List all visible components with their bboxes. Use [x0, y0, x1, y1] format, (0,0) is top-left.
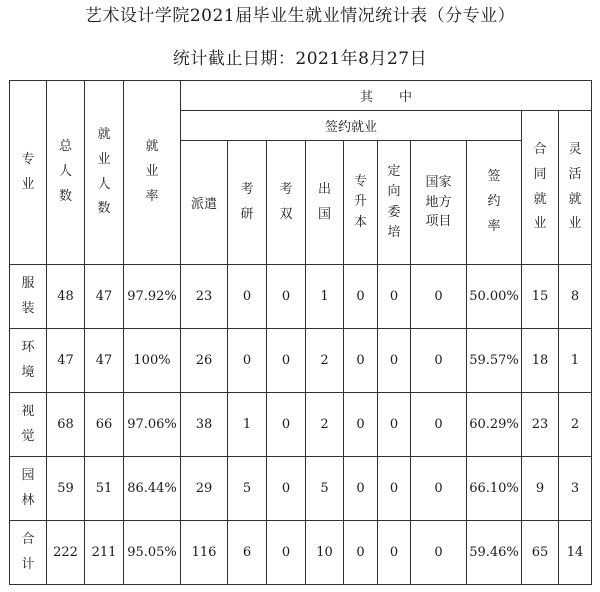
- cell-sign-rate: 66.10%: [467, 457, 522, 521]
- cell-contract: 9: [522, 457, 559, 521]
- cell-directed: 0: [378, 457, 411, 521]
- cell-contract: 65: [522, 521, 559, 585]
- cell-dispatch: 29: [181, 457, 228, 521]
- cell-employed: 47: [85, 265, 124, 329]
- cell-grad-exam: 1: [228, 393, 267, 457]
- cell-dispatch: 26: [181, 329, 228, 393]
- cell-upgrade: 0: [344, 265, 378, 329]
- cell-major: 园林: [10, 457, 47, 521]
- header-national-project: 国家地方项目: [411, 141, 467, 265]
- cell-abroad: 1: [306, 265, 344, 329]
- cell-flexible: 14: [559, 521, 592, 585]
- cell-major: 视觉: [10, 393, 47, 457]
- cell-contract: 18: [522, 329, 559, 393]
- cell-abroad: 2: [306, 393, 344, 457]
- cell-rate: 97.92%: [124, 265, 181, 329]
- cell-directed: 0: [378, 521, 411, 585]
- cell-double-degree: 0: [267, 457, 306, 521]
- cell-directed: 0: [378, 265, 411, 329]
- cell-major: 服装: [10, 265, 47, 329]
- cell-grad-exam: 0: [228, 329, 267, 393]
- cell-grad-exam: 0: [228, 265, 267, 329]
- cell-flexible: 8: [559, 265, 592, 329]
- cell-major: 合计: [10, 521, 47, 585]
- header-abroad: 出国: [306, 141, 344, 265]
- cell-dispatch: 23: [181, 265, 228, 329]
- cell-employed: 211: [85, 521, 124, 585]
- cell-rate: 95.05%: [124, 521, 181, 585]
- header-employed: 就业人数: [85, 81, 124, 265]
- header-contract: 合同就业: [522, 111, 559, 265]
- cell-double-degree: 0: [267, 521, 306, 585]
- cell-grad-exam: 6: [228, 521, 267, 585]
- cell-grad-exam: 5: [228, 457, 267, 521]
- header-upgrade: 专升本: [344, 141, 378, 265]
- cell-dispatch: 38: [181, 393, 228, 457]
- cell-national-project: 0: [411, 265, 467, 329]
- cell-sign-rate: 50.00%: [467, 265, 522, 329]
- table-row: [10, 265, 592, 329]
- cell-abroad: 5: [306, 457, 344, 521]
- cell-upgrade: 0: [344, 393, 378, 457]
- header-grad-exam: 考研: [228, 141, 267, 265]
- table-row: [10, 457, 592, 521]
- header-signed: 签约就业: [181, 111, 522, 141]
- cell-rate: 97.06%: [124, 393, 181, 457]
- cell-abroad: 2: [306, 329, 344, 393]
- cell-rate: 100%: [124, 329, 181, 393]
- table-row: [10, 329, 592, 393]
- cell-dispatch: 116: [181, 521, 228, 585]
- cell-national-project: 0: [411, 457, 467, 521]
- cell-directed: 0: [378, 329, 411, 393]
- cell-total: 222: [47, 521, 85, 585]
- cell-employed: 47: [85, 329, 124, 393]
- cell-sign-rate: 59.57%: [467, 329, 522, 393]
- header-major: 专业: [10, 81, 47, 265]
- header-double-degree: 考双: [267, 141, 306, 265]
- cell-upgrade: 0: [344, 521, 378, 585]
- cell-upgrade: 0: [344, 457, 378, 521]
- cell-flexible: 2: [559, 393, 592, 457]
- cell-double-degree: 0: [267, 265, 306, 329]
- cell-flexible: 3: [559, 457, 592, 521]
- cell-total: 48: [47, 265, 85, 329]
- cell-double-degree: 0: [267, 329, 306, 393]
- header-flexible: 灵活就业: [559, 111, 592, 265]
- cell-contract: 23: [522, 393, 559, 457]
- cell-flexible: 1: [559, 329, 592, 393]
- header-directed: 定向委培: [378, 141, 411, 265]
- document-title: 艺术设计学院2021届毕业生就业情况统计表（分专业）: [84, 6, 516, 26]
- cell-directed: 0: [378, 393, 411, 457]
- cell-upgrade: 0: [344, 329, 378, 393]
- cell-national-project: 0: [411, 329, 467, 393]
- cell-national-project: 0: [411, 521, 467, 585]
- cell-rate: 86.44%: [124, 457, 181, 521]
- cell-sign-rate: 59.46%: [467, 521, 522, 585]
- total-row: [10, 521, 592, 585]
- cell-national-project: 0: [411, 393, 467, 457]
- cell-total: 68: [47, 393, 85, 457]
- cell-sign-rate: 60.29%: [467, 393, 522, 457]
- employment-table: [9, 80, 592, 585]
- header-sign-rate: 签约率: [467, 141, 522, 265]
- header-dispatch: 派遣: [181, 141, 228, 265]
- cell-total: 59: [47, 457, 85, 521]
- cell-total: 47: [47, 329, 85, 393]
- header-among: 其 中: [181, 81, 592, 111]
- table-row: [10, 393, 592, 457]
- cell-abroad: 10: [306, 521, 344, 585]
- header-rate: 就业率: [124, 81, 181, 265]
- header-total: 总人数: [47, 81, 85, 265]
- cell-major: 环境: [10, 329, 47, 393]
- cell-contract: 15: [522, 265, 559, 329]
- cutoff-date: 统计截止日期：2021年8月27日: [172, 49, 428, 69]
- cell-double-degree: 0: [267, 393, 306, 457]
- cell-employed: 51: [85, 457, 124, 521]
- cell-employed: 66: [85, 393, 124, 457]
